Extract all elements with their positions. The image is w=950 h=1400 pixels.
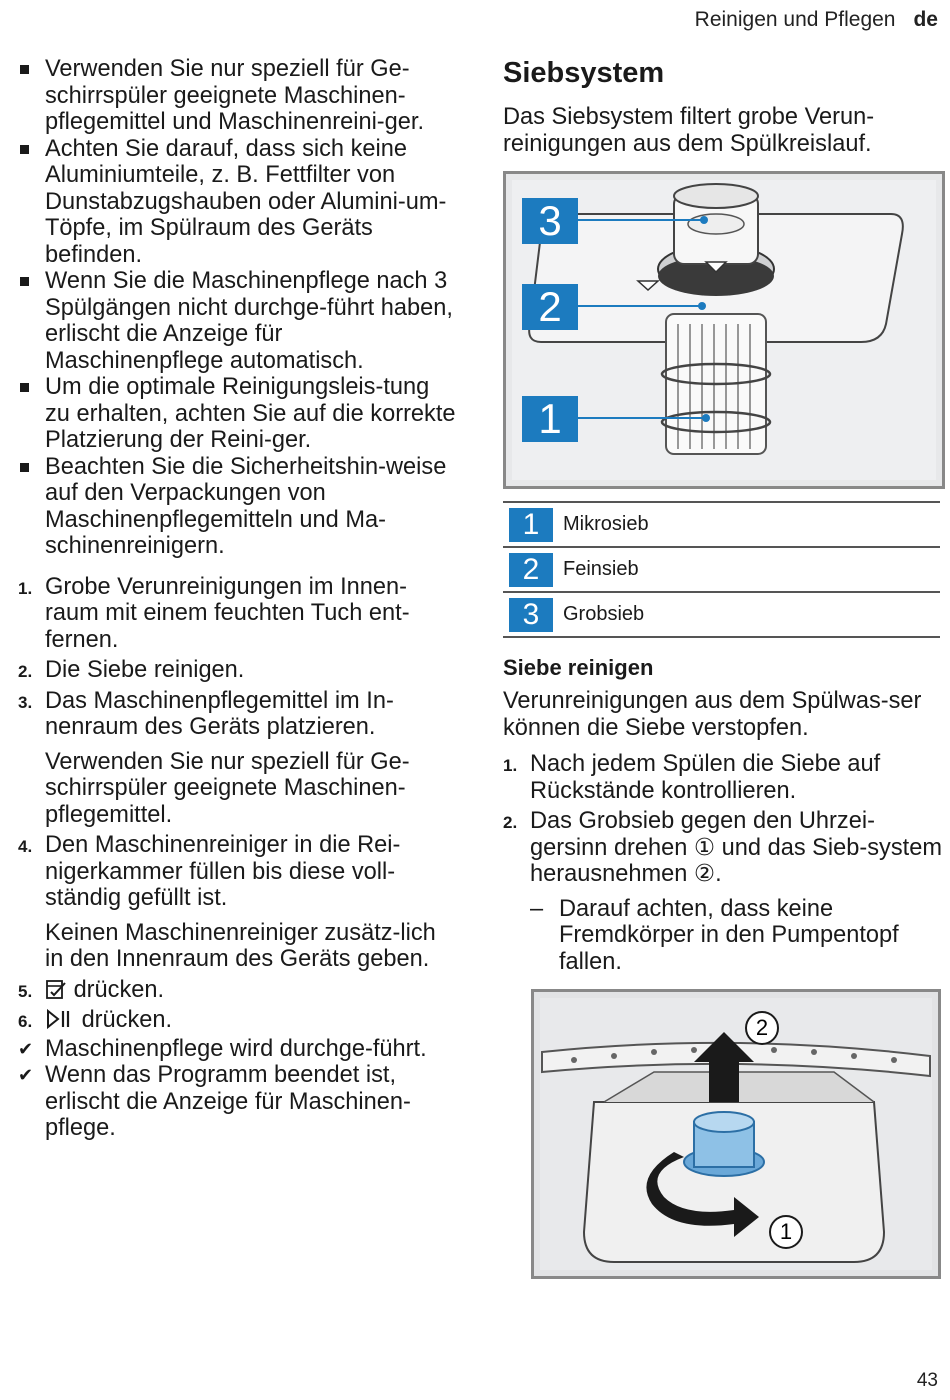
step-number: 3. bbox=[18, 692, 33, 712]
step-number: 4. bbox=[18, 837, 33, 856]
step-text: Die Siebe reinigen. bbox=[45, 657, 245, 683]
step-text: Das Grobsieb gegen den Uhrzei-gersinn drehen ① und das Sieb-system herausnehmen ②. bbox=[530, 808, 942, 887]
step-item bbox=[18, 574, 458, 654]
step-item bbox=[18, 657, 458, 684]
step-item bbox=[18, 688, 458, 829]
step-item bbox=[503, 751, 943, 804]
step-item bbox=[503, 808, 943, 975]
step-number: 6. bbox=[18, 1012, 33, 1031]
legend-label: Grobsieb bbox=[563, 592, 940, 637]
dash-marker: – bbox=[530, 895, 544, 922]
remove-filter-illustration bbox=[534, 992, 938, 1276]
page-header bbox=[695, 8, 938, 32]
legend-number: 2 bbox=[509, 553, 553, 587]
step-item bbox=[18, 832, 458, 973]
start-pause-icon bbox=[45, 1007, 82, 1033]
note-item: Verwenden Sie nur speziell für Ge-schirrspüler geeignete Maschinen-pflegemittel und Maschinenreini-ger. bbox=[18, 56, 458, 136]
subsection-title: Siebe reinigen bbox=[503, 655, 654, 680]
note-item: Beachten Sie die Sicherheitshin-weise auf den Verpackungen von Maschinenpflegemitteln und Ma-schinenreinigern. bbox=[18, 454, 458, 560]
step-text: Nach jedem Spülen die Siebe auf Rückstände kontrollieren. bbox=[530, 751, 881, 804]
legend-row bbox=[503, 502, 940, 547]
substep-text: Darauf achten, dass keine Fremdkörper in den Pumpentopf fallen. bbox=[559, 895, 899, 975]
step-item bbox=[18, 977, 458, 1004]
step-label-rotate: 1 bbox=[779, 1219, 793, 1244]
result-text: Wenn das Programm beendet ist, erlischt die Anzeige für Maschinen-pflege. bbox=[45, 1062, 411, 1141]
legend-number: 3 bbox=[509, 598, 553, 632]
result-item bbox=[18, 1062, 458, 1142]
step-number: 1. bbox=[18, 578, 33, 598]
section-title: Siebsystem bbox=[503, 57, 665, 89]
legend-number: 1 bbox=[509, 508, 553, 542]
check-icon: ✔ bbox=[18, 1065, 34, 1085]
step-number: 2. bbox=[503, 813, 518, 832]
callout-fine-filter: 2 bbox=[522, 284, 578, 330]
step-label-lift: 2 bbox=[755, 1015, 769, 1040]
legend-label: Feinsieb bbox=[563, 547, 940, 592]
legend-label: Mikrosieb bbox=[563, 502, 940, 547]
check-icon: ✔ bbox=[18, 1038, 34, 1059]
header-language: de bbox=[913, 8, 938, 31]
result-text: Maschinenpflege wird durchge-führt. bbox=[45, 1035, 427, 1062]
note-item: Achten Sie darauf, dass sich keine Aluminiumteile, z. B. Fettfilter von Dunstabzugshauben oder Alumini-um-Töpfe, im Spülraum des Geräts befinden. bbox=[18, 136, 458, 269]
result-item bbox=[18, 1036, 458, 1063]
callout-micro-filter: 1 bbox=[522, 396, 578, 442]
step-number: 2. bbox=[18, 662, 33, 681]
note-item: Um die optimale Reinigungsleis-tung zu erhalten, achten Sie auf die korrekte Platzierung der Reini-ger. bbox=[18, 374, 458, 454]
remove-filter-figure bbox=[531, 989, 941, 1279]
filter-system-figure bbox=[503, 171, 945, 489]
step-text: drücken. bbox=[73, 976, 165, 1003]
page-number: 43 bbox=[916, 1370, 938, 1391]
section-intro: Das Siebsystem filtert grobe Verun-reinigungen aus dem Spülkreislauf. bbox=[503, 104, 875, 157]
substep-item bbox=[530, 896, 943, 976]
step-number: 5. bbox=[18, 981, 33, 1001]
machine-care-icon bbox=[45, 977, 74, 1003]
legend-row bbox=[503, 592, 940, 637]
step-number: 1. bbox=[503, 756, 518, 775]
cleaning-steps-list bbox=[503, 751, 943, 975]
left-column bbox=[18, 56, 458, 1142]
header-section: Reinigen und Pflegen bbox=[694, 8, 896, 31]
legend-row bbox=[503, 547, 940, 592]
step-text: Den Maschinenreiniger in die Rei-nigerkammer füllen bis diese voll-ständig gefüllt ist. bbox=[45, 832, 401, 911]
filter-legend-table bbox=[503, 501, 940, 638]
step-text: drücken. bbox=[81, 1007, 173, 1033]
notes-list bbox=[18, 56, 458, 560]
callout-coarse-filter: 3 bbox=[522, 198, 578, 244]
step-note: Verwenden Sie nur speziell für Ge-schirrspüler geeignete Maschinen-pflegemittel. bbox=[45, 748, 410, 828]
step-text: Grobe Verunreinigungen im Innen-raum mit einem feuchten Tuch ent-fernen. bbox=[45, 573, 410, 653]
subsection-intro: Verunreinigungen aus dem Spülwas-ser können die Siebe verstopfen. bbox=[503, 688, 922, 741]
step-text: Das Maschinenpflegemittel im In-nenraum des Geräts platzieren. bbox=[45, 687, 394, 740]
step-note: Keinen Maschinenreiniger zusätz-lich in den Innenraum des Geräts geben. bbox=[45, 919, 436, 972]
right-column bbox=[503, 56, 943, 1279]
steps-list bbox=[18, 574, 458, 1034]
note-item: Wenn Sie die Maschinenpflege nach 3 Spülgängen nicht durchge-führt haben, erlischt die Anzeige für Maschinenpflege automatisch. bbox=[18, 268, 458, 374]
step-item bbox=[18, 1007, 458, 1034]
